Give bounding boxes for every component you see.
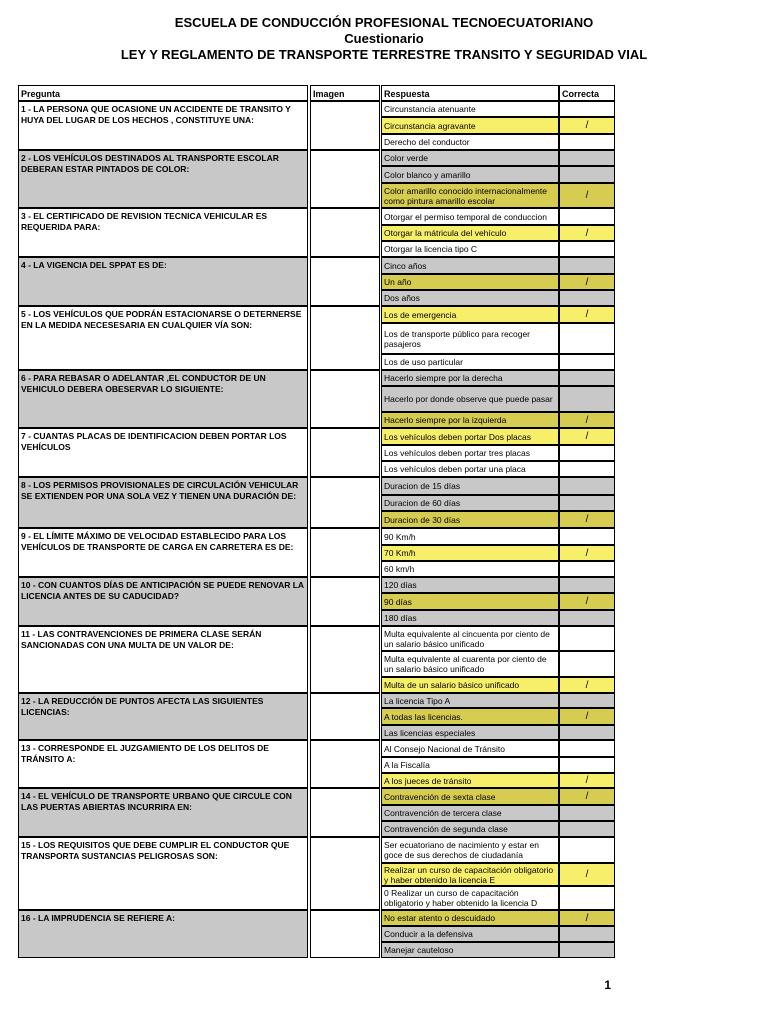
correct-mark-cell	[559, 610, 615, 626]
correct-mark-cell: /	[559, 183, 615, 208]
answer-cell: Los vehículos deben portar tres placas	[381, 445, 559, 461]
answer-cell: Circunstancia agravante	[381, 117, 559, 134]
correct-mark-cell	[559, 150, 615, 166]
correct-mark-cell: /	[559, 677, 615, 693]
correct-mark-cell: /	[559, 274, 615, 290]
answer-cell: Hacerlo siempre por la izquierda	[381, 412, 559, 428]
page-number: 1	[604, 978, 611, 992]
answer-cell: A los jueces de tránsito	[381, 773, 559, 788]
answer-cell: Otorgar el permiso temporal de conduccion	[381, 208, 559, 225]
image-cell	[310, 577, 380, 626]
correct-mark-cell: /	[559, 910, 615, 926]
correct-mark-cell	[559, 101, 615, 117]
correct-mark-cell	[559, 528, 615, 545]
answer-cell: Circunstancia atenuante	[381, 101, 559, 117]
answer-cell: Los vehículos deben portar Dos placas	[381, 428, 559, 445]
answer-cell: 180 días	[381, 610, 559, 626]
answer-cell: Color amarillo conocido internacionalmente como pintura amarillo escolar	[381, 183, 559, 208]
image-cell	[310, 257, 380, 306]
answer-cell: Los de emergencia	[381, 306, 559, 323]
correct-mark-cell: /	[559, 511, 615, 528]
image-cell	[310, 428, 380, 477]
answer-cell: Multa de un salario básico unificado	[381, 677, 559, 693]
image-cell	[310, 788, 380, 837]
answer-cell: 90 Km/h	[381, 528, 559, 545]
answer-cell: Los de transporte público para recoger pasajeros	[381, 323, 559, 354]
correct-mark-cell	[559, 134, 615, 150]
correct-mark-cell	[559, 445, 615, 461]
answer-cell: Conducir a la defensiva	[381, 926, 559, 942]
correct-mark-cell	[559, 651, 615, 677]
correct-mark-cell: /	[559, 773, 615, 788]
answer-cell: Al Consejo Nacional de Tránsito	[381, 740, 559, 757]
answer-cell: Multa equivalente al cuarenta por ciento de un salario básico unificado	[381, 651, 559, 677]
correct-mark-cell	[559, 886, 615, 910]
image-cell	[310, 910, 380, 958]
correct-mark-cell	[559, 241, 615, 257]
correct-mark-cell: /	[559, 788, 615, 805]
correct-mark-cell	[559, 693, 615, 708]
answer-cell: 0 Realizar un curso de capacitación obligatorio y haber obtenido la licencia D	[381, 886, 559, 910]
question-cell: 4 - LA VIGENCIA DEL SPPAT ES DE:	[18, 257, 308, 306]
correct-mark-cell	[559, 290, 615, 306]
question-cell: 10 - CON CUANTOS DÍAS DE ANTICIPACIÓN SE PUEDE RENOVAR LA LICENCIA ANTES DE SU CADUCIDAD?	[18, 577, 308, 626]
correct-mark-cell	[559, 561, 615, 577]
answer-cell: Dos años	[381, 290, 559, 306]
image-cell	[310, 208, 380, 257]
question-cell: 12 - LA REDUCCIÓN DE PUNTOS AFECTA LAS SIGUIENTES LICENCIAS:	[18, 693, 308, 740]
correct-mark-cell: /	[559, 306, 615, 323]
answer-cell: Realizar un curso de capacitación obligatorio y haber obtenido la licencia E	[381, 863, 559, 886]
answer-cell: Derecho del conductor	[381, 134, 559, 150]
answer-cell: La licencia Tipo A	[381, 693, 559, 708]
answer-cell: 120 días	[381, 577, 559, 593]
answer-cell: Los de uso particular	[381, 354, 559, 370]
answer-cell: Contravención de tercera clase	[381, 805, 559, 821]
answer-cell: Color verde	[381, 150, 559, 166]
correct-mark-cell: /	[559, 428, 615, 445]
correct-mark-cell	[559, 166, 615, 183]
answer-cell: Contravención de segunda clase	[381, 821, 559, 837]
correct-mark-cell	[559, 821, 615, 837]
answer-cell: Duracion de 15 días	[381, 477, 559, 495]
correct-mark-cell	[559, 386, 615, 412]
correct-mark-cell	[559, 725, 615, 740]
column-header-pregunta: Pregunta	[18, 85, 308, 101]
answer-cell: Otorgar la mátricula del vehículo	[381, 225, 559, 241]
answer-cell: A todas las licencias.	[381, 708, 559, 725]
answer-cell: A la Fiscalía	[381, 757, 559, 773]
correct-mark-cell	[559, 257, 615, 274]
correct-mark-cell	[559, 626, 615, 651]
question-cell: 2 - LOS VEHÍCULOS DESTINADOS AL TRANSPORTE ESCOLAR DEBERAN ESTAR PINTADOS DE COLOR:	[18, 150, 308, 208]
document-header	[0, 15, 768, 63]
image-cell	[310, 528, 380, 577]
question-cell: 7 - CUANTAS PLACAS DE IDENTIFICACION DEBEN PORTAR LOS VEHÍCULOS	[18, 428, 308, 477]
answer-cell: 90 días	[381, 593, 559, 610]
correct-mark-cell: /	[559, 863, 615, 886]
school-title: ESCUELA DE CONDUCCIÓN PROFESIONAL TECNOECUATORIANO	[174, 15, 594, 30]
answer-cell: Color blanco y amarillo	[381, 166, 559, 183]
answer-cell: Duracion de 30 días	[381, 511, 559, 528]
image-cell	[310, 150, 380, 208]
question-cell: 3 - EL CERTIFICADO DE REVISION TECNICA VEHICULAR ES REQUERIDA PARA:	[18, 208, 308, 257]
image-cell	[310, 306, 380, 370]
correct-mark-cell	[559, 577, 615, 593]
correct-mark-cell	[559, 461, 615, 477]
column-header-correcta: Correcta	[559, 85, 615, 101]
correct-mark-cell: /	[559, 593, 615, 610]
correct-mark-cell	[559, 757, 615, 773]
correct-mark-cell: /	[559, 545, 615, 561]
answer-cell: Las licencias especiales	[381, 725, 559, 740]
correct-mark-cell	[559, 740, 615, 757]
question-cell: 6 - PARA REBASAR O ADELANTAR ,EL CONDUCTOR DE UN VEHICULO DEBERA OBESERVAR LO SIGUIENTE:	[18, 370, 308, 428]
correct-mark-cell: /	[559, 708, 615, 725]
correct-mark-cell	[559, 926, 615, 942]
answer-cell: Multa equivalente al cincuenta por ciento de un salario básico unificado	[381, 626, 559, 651]
image-cell	[310, 626, 380, 693]
correct-mark-cell	[559, 837, 615, 863]
correct-mark-cell: /	[559, 117, 615, 134]
correct-mark-cell: /	[559, 412, 615, 428]
correct-mark-cell	[559, 370, 615, 386]
question-cell: 15 - LOS REQUISITOS QUE DEBE CUMPLIR EL CONDUCTOR QUE TRANSPORTA SUSTANCIAS PELIGROSAS SON:	[18, 837, 308, 910]
answer-cell: Un año	[381, 274, 559, 290]
correct-mark-cell	[559, 805, 615, 821]
answer-cell: Duracion de 60 días	[381, 495, 559, 511]
correct-mark-cell	[559, 477, 615, 495]
document-subtitle: Cuestionario	[344, 31, 424, 46]
question-cell: 16 - LA IMPRUDENCIA SE REFIERE A:	[18, 910, 308, 958]
image-cell	[310, 477, 380, 528]
question-cell: 11 - LAS CONTRAVENCIONES DE PRIMERA CLASE SERÁN SANCIONADAS CON UNA MULTA DE UN VALOR DE:	[18, 626, 308, 693]
answer-cell: Otorgar la licencia tipo C	[381, 241, 559, 257]
correct-mark-cell	[559, 323, 615, 354]
answer-cell: No estar atento o descuidado	[381, 910, 559, 926]
question-cell: 8 - LOS PERMISOS PROVISIONALES DE CIRCULACIÓN VEHICULAR SE EXTIENDEN POR UNA SOLA VEZ Y TIENEN UNA DURACIÓN DE:	[18, 477, 308, 528]
correct-mark-cell	[559, 942, 615, 958]
question-cell: 1 - LA PERSONA QUE OCASIONE UN ACCIDENTE DE TRANSITO Y HUYA DEL LUGAR DE LOS HECHOS , CONSTITUYE UNA:	[18, 101, 308, 150]
answer-cell: 70 Km/h	[381, 545, 559, 561]
correct-mark-cell: /	[559, 225, 615, 241]
question-cell: 5 - LOS VEHÍCULOS QUE PODRÁN ESTACIONARSE O DETERNERSE EN LA MEDIDA NECESESARIA EN CUALQUIER VÍA SON:	[18, 306, 308, 370]
image-cell	[310, 693, 380, 740]
law-title: LEY Y REGLAMENTO DE TRANSPORTE TERRESTRE TRANSITO Y SEGURIDAD VIAL	[120, 47, 648, 62]
answer-cell: Contravención de sexta clase	[381, 788, 559, 805]
answer-cell: Ser ecuatoriano de nacimiento y estar en goce de sus derechos de ciudadanía	[381, 837, 559, 863]
question-cell: 9 - EL LÍMITE MÁXIMO DE VELOCIDAD ESTABLECIDO PARA LOS VEHÍCULOS DE TRANSPORTE DE CARGA EN CARRETERA ES DE:	[18, 528, 308, 577]
correct-mark-cell	[559, 208, 615, 225]
correct-mark-cell	[559, 354, 615, 370]
answer-cell: Hacerlo siempre por la derecha	[381, 370, 559, 386]
correct-mark-cell	[559, 495, 615, 511]
column-header-imagen: Imagen	[310, 85, 380, 101]
answer-cell: Los vehículos deben portar una placa	[381, 461, 559, 477]
answer-cell: Cinco años	[381, 257, 559, 274]
answer-cell: 60 km/h	[381, 561, 559, 577]
column-header-respuesta: Respuesta	[381, 85, 559, 101]
image-cell	[310, 370, 380, 428]
answer-cell: Manejar cauteloso	[381, 942, 559, 958]
answer-cell: Hacerlo por donde observe que puede pasar	[381, 386, 559, 412]
question-cell: 14 - EL VEHÍCULO DE TRANSPORTE URBANO QUE CIRCULE CON LAS PUERTAS ABIERTAS INCURRIRA EN:	[18, 788, 308, 837]
image-cell	[310, 740, 380, 788]
question-cell: 13 - CORRESPONDE EL JUZGAMIENTO DE LOS DELITOS DE TRÁNSITO A:	[18, 740, 308, 788]
image-cell	[310, 837, 380, 910]
image-cell	[310, 101, 380, 150]
